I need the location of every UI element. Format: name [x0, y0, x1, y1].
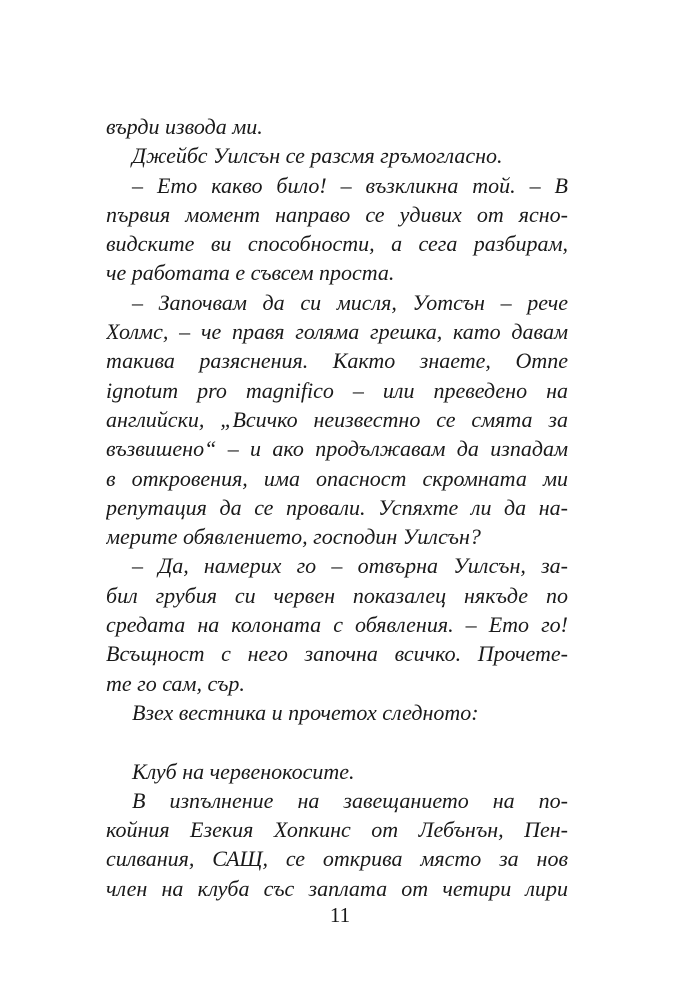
text-line: – Ето какво било! – възкликна той. – В: [132, 172, 568, 198]
notice-line: В изпълнение на завещанието на по-: [132, 787, 568, 813]
notice-line: койния Езекия Хопкинс от Лебънън, Пен-: [106, 817, 568, 843]
page-number: 11: [329, 903, 351, 927]
text-line: английски, „Всичко неизвестно се смята за: [106, 406, 568, 432]
text-line: в откровения, има опасност скромната ми: [106, 465, 568, 491]
text-line: видските ви способности, а сега разбирам,: [106, 231, 568, 257]
notice-line: член на клуба със заплата от четири лири: [106, 875, 568, 901]
text-line: мерите обявлението, господин Уилсън?: [106, 524, 481, 550]
text-line: възвишено“ – и ако продължавам да изпадам: [106, 436, 568, 462]
text-line: Всъщност с него започна всичко. Прочете-: [106, 641, 568, 667]
text-line: такива разяснения. Както знаете, Omne: [106, 348, 568, 374]
text-line: репутация да се провали. Успяхте ли да на-: [106, 494, 568, 520]
text-line: Джейбс Уилсън се разсмя гръмогласно.: [132, 143, 503, 169]
text-line: – Започвам да си мисля, Уотсън – рече: [132, 289, 568, 315]
text-line: – Да, намерих го – отвърна Уилсън, за-: [132, 553, 568, 579]
text-line: бил грубия си червен показалец някъде по: [106, 582, 568, 608]
text-line: първия момент направо се удивих от ясно-: [106, 201, 568, 227]
text-line: ignotum pro magnifico – или преведено на: [106, 377, 568, 403]
paragraph-gap: [106, 727, 568, 756]
text-line: че работата е съвсем проста.: [106, 260, 395, 286]
text-line: върди извода ми.: [106, 114, 263, 139]
text-line: Взех вестника и прочетох следното:: [132, 699, 479, 725]
notice-line: силвания, САЩ, се открива място за нов: [106, 846, 568, 872]
text-line: Холмс, – че правя голяма грешка, като давам: [106, 319, 568, 345]
text-line: те го сам, сър.: [106, 670, 245, 696]
notice-title: Клуб на червенокосите.: [132, 758, 355, 784]
book-page-text: [106, 112, 568, 903]
text-line: средата на колоната с обявления. – Ето го!: [106, 612, 568, 638]
